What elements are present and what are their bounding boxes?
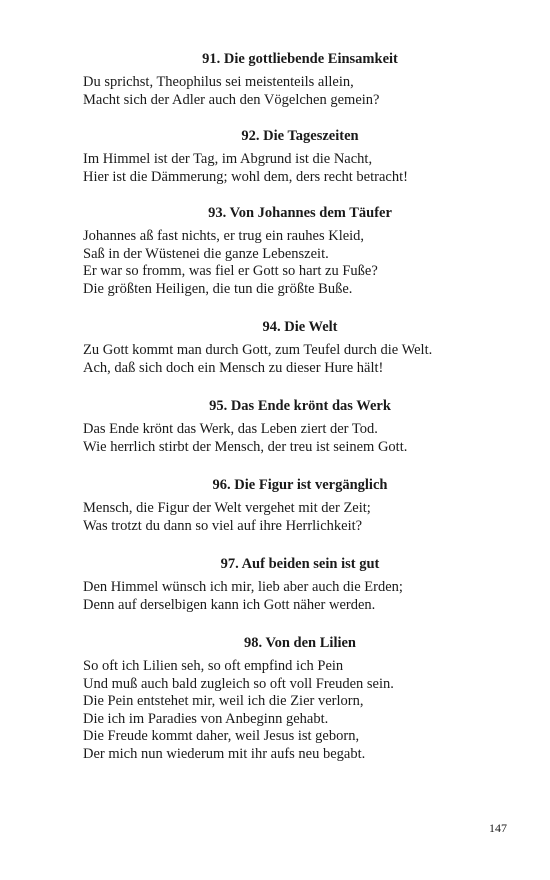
poem-97 bbox=[83, 555, 493, 614]
verse-line: Die ich im Paradies von Anbeginn gehabt. bbox=[83, 710, 329, 727]
verse-line: Die Freude kommt daher, weil Jesus ist geborn, bbox=[83, 728, 360, 744]
verse-line: Der mich nun wiederum mit ihr aufs neu begabt. bbox=[83, 745, 366, 762]
verse-line: Zu Gott kommt man durch Gott, zum Teufel durch die Welt. bbox=[83, 342, 433, 358]
poem-title: 92. Die Tageszeiten bbox=[241, 128, 359, 144]
verse-line: Und muß auch bald zugleich so oft voll Freuden sein. bbox=[83, 675, 394, 692]
page-content bbox=[83, 50, 493, 763]
poem-title: 96. Die Figur ist vergänglich bbox=[212, 477, 388, 493]
poem-body bbox=[83, 579, 493, 614]
verse-line: Ach, daß sich doch ein Mensch zu dieser Hure hält! bbox=[83, 359, 384, 376]
poem-body bbox=[83, 74, 493, 109]
verse-line: Wie herrlich stirbt der Mensch, der treu ist seinem Gott. bbox=[83, 438, 408, 455]
poem-body bbox=[83, 658, 493, 763]
poem-title: 91. Die gottliebende Einsamkeit bbox=[202, 51, 398, 67]
poem-body bbox=[83, 342, 493, 377]
page-number: 147 bbox=[489, 821, 507, 835]
verse-line: Du sprichst, Theophilus sei meistenteils allein, bbox=[83, 74, 354, 90]
poem-title: 94. Die Welt bbox=[262, 319, 338, 335]
verse-line: Denn auf derselbigen kann ich Gott näher werden. bbox=[83, 596, 376, 613]
verse-line: Johannes aß fast nichts, er trug ein rauhes Kleid, bbox=[83, 228, 365, 244]
verse-line: Die größten Heiligen, die tun die größte Buße. bbox=[83, 280, 353, 297]
poem-98 bbox=[83, 634, 493, 763]
verse-line: Er war so fromm, was fiel er Gott so hart zu Fuße? bbox=[83, 263, 378, 279]
verse-line: Was trotzt du dann so viel auf ihre Herrlichkeit? bbox=[83, 517, 363, 534]
poem-92 bbox=[83, 127, 493, 186]
poem-94 bbox=[83, 318, 493, 377]
verse-line: So oft ich Lilien seh, so oft empfind ich Pein bbox=[83, 658, 344, 674]
poem-body bbox=[83, 421, 493, 456]
poem-title: 95. Das Ende krönt das Werk bbox=[209, 398, 391, 414]
poem-91 bbox=[83, 50, 493, 109]
verse-line: Hier ist die Dämmerung; wohl dem, ders recht betracht! bbox=[83, 168, 408, 185]
poem-body bbox=[83, 500, 493, 535]
poem-96 bbox=[83, 476, 493, 535]
verse-line: Die Pein entstehet mir, weil ich die Zier verlorn, bbox=[83, 693, 364, 709]
poem-body bbox=[83, 151, 493, 186]
poem-body bbox=[83, 228, 493, 298]
verse-line: Den Himmel wünsch ich mir, lieb aber auch die Erden; bbox=[83, 579, 403, 595]
verse-line: Das Ende krönt das Werk, das Leben ziert der Tod. bbox=[83, 421, 378, 437]
poem-title: 97. Auf beiden sein ist gut bbox=[220, 556, 380, 572]
poem-title: 98. Von den Lilien bbox=[243, 635, 356, 651]
poem-95 bbox=[83, 397, 493, 456]
verse-line: Mensch, die Figur der Welt vergehet mit der Zeit; bbox=[83, 500, 371, 516]
verse-line: Saß in der Wüstenei die ganze Lebenszeit. bbox=[83, 245, 329, 262]
verse-line: Im Himmel ist der Tag, im Abgrund ist die Nacht, bbox=[83, 151, 373, 167]
poem-title: 93. Von Johannes dem Täufer bbox=[208, 205, 392, 221]
verse-line: Macht sich der Adler auch den Vögelchen gemein? bbox=[83, 91, 380, 108]
poem-93 bbox=[83, 204, 493, 298]
